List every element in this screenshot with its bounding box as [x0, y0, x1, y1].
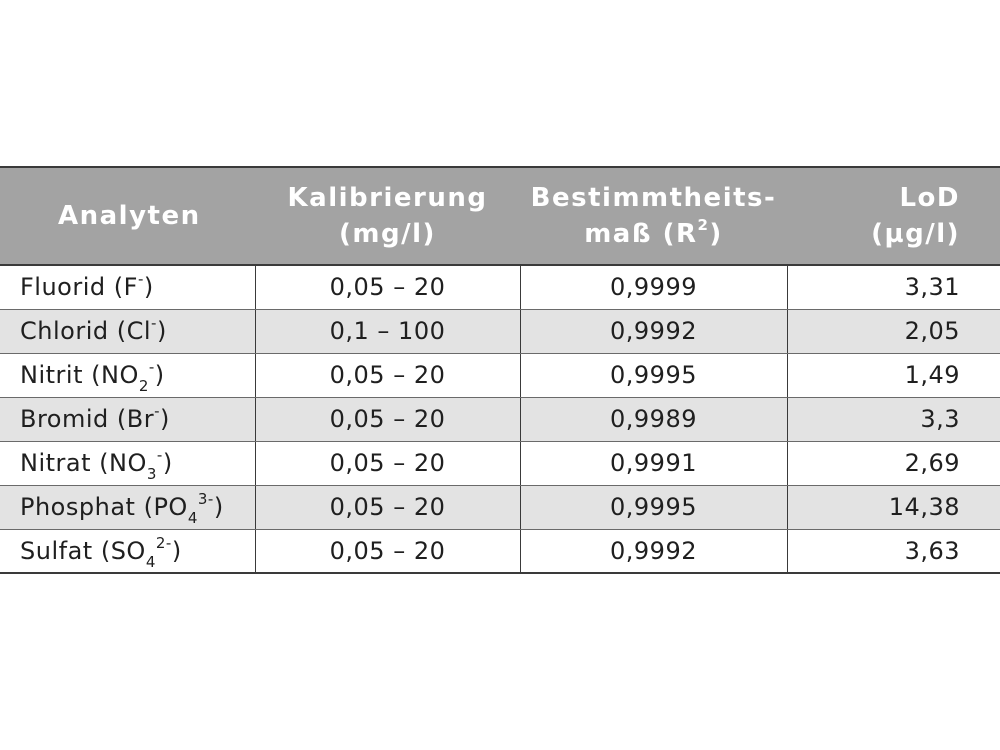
analyte-formula-sub: 4	[145, 552, 156, 571]
bestimmtheitsmass-cell: 0,9991	[520, 441, 787, 485]
header-bestimmtheit-line2-pre: maß (R	[584, 219, 698, 249]
lod-cell: 3,63	[787, 529, 1000, 573]
table-row	[0, 265, 1000, 309]
header-kalibrierung-line2: (mg/l)	[339, 219, 436, 249]
analyte-formula-sub: 4	[187, 508, 198, 527]
analyte-charge: -	[148, 358, 155, 376]
header-bestimmtheit-line1: Bestimmtheits-	[530, 183, 777, 213]
header-bestimmtheitsmass	[520, 167, 787, 265]
analyte-formula: NO	[100, 361, 139, 389]
analyte-name: Phosphat	[20, 493, 136, 521]
header-lod-line2: (µg/l)	[871, 219, 960, 249]
header-row	[0, 167, 1000, 265]
analyte-table	[0, 166, 1000, 574]
kalibrierung-cell: 0,05 – 20	[255, 485, 520, 529]
analyte-charge: -	[137, 270, 144, 289]
header-kalibrierung-line1: Kalibrierung	[287, 183, 488, 213]
table-row	[0, 529, 1000, 573]
analyte-charge: -	[151, 314, 157, 332]
kalibrierung-cell: 0,05 – 20	[255, 529, 520, 573]
bestimmtheitsmass-cell: 0,9999	[520, 265, 787, 309]
table-body	[0, 265, 1000, 573]
kalibrierung-cell: 0,05 – 20	[255, 397, 520, 441]
analyte-name: Bromid	[20, 405, 109, 433]
bestimmtheitsmass-cell: 0,9989	[520, 397, 787, 441]
analyte-formula: SO	[110, 536, 146, 565]
kalibrierung-cell: 0,1 – 100	[255, 309, 520, 353]
analyte-formula: F	[123, 273, 138, 302]
header-analyten	[0, 167, 255, 265]
bestimmtheitsmass-cell: 0,9992	[520, 529, 787, 573]
table-row	[0, 309, 1000, 353]
lod-cell: 14,38	[787, 485, 1000, 529]
table-row	[0, 353, 1000, 397]
lod-cell: 2,69	[787, 441, 1000, 485]
analyte-formula-sub: 2	[138, 376, 149, 395]
analyte-formula: Br	[126, 405, 155, 433]
analyte-cell: Sulfat $(SO_4^{2-})$	[0, 529, 255, 573]
bestimmtheitsmass-cell: 0,9995	[520, 485, 787, 529]
analyte-name: Nitrat	[20, 449, 92, 477]
header-analyten-label: Analyten	[58, 201, 201, 231]
analyte-charge: 2-	[155, 533, 172, 552]
header-bestimmtheit-sup: 2	[697, 216, 710, 235]
analyte-name: Sulfat	[20, 536, 93, 565]
lod-cell: 1,49	[787, 353, 1000, 397]
header-kalibrierung	[255, 167, 520, 265]
lod-cell: 3,3	[787, 397, 1000, 441]
header-lod-line1: LoD	[899, 183, 960, 213]
table-row	[0, 485, 1000, 529]
analyte-formula-sub: 3	[146, 464, 157, 483]
header-bestimmtheit-line2-post: )	[709, 219, 723, 249]
table-row	[0, 397, 1000, 441]
analyte-cell: Nitrit $(NO_2^-)$	[0, 353, 255, 397]
analyte-charge: -	[156, 446, 163, 464]
bestimmtheitsmass-cell: 0,9995	[520, 353, 787, 397]
analyte-formula: NO	[109, 449, 147, 477]
analyte-formula: PO	[153, 493, 188, 521]
kalibrierung-cell: 0,05 – 20	[255, 441, 520, 485]
analyte-name: Fluorid	[20, 273, 106, 302]
kalibrierung-cell: 0,05 – 20	[255, 353, 520, 397]
analyte-name: Chlorid	[20, 317, 109, 345]
analyte-cell: Phosphat $(PO_4^{3-})$	[0, 485, 255, 529]
analyte-cell: Nitrat $(NO_3^-)$	[0, 441, 255, 485]
bestimmtheitsmass-cell: 0,9992	[520, 309, 787, 353]
table-row	[0, 441, 1000, 485]
analyte-formula: Cl	[126, 317, 152, 345]
kalibrierung-cell: 0,05 – 20	[255, 265, 520, 309]
table-header	[0, 167, 1000, 265]
analyte-cell: Chlorid (Cl-)	[0, 309, 255, 353]
analyte-name: Nitrit	[20, 361, 83, 389]
header-bestimmtheit-line2	[520, 216, 787, 252]
lod-cell: 2,05	[787, 309, 1000, 353]
analyte-cell: Fluorid (F-)	[0, 265, 255, 309]
lod-cell: 3,31	[787, 265, 1000, 309]
header-lod	[787, 167, 1000, 265]
analyte-charge: -	[154, 402, 161, 420]
analyte-cell: Bromid (Br-)	[0, 397, 255, 441]
analyte-charge: 3-	[197, 490, 214, 508]
